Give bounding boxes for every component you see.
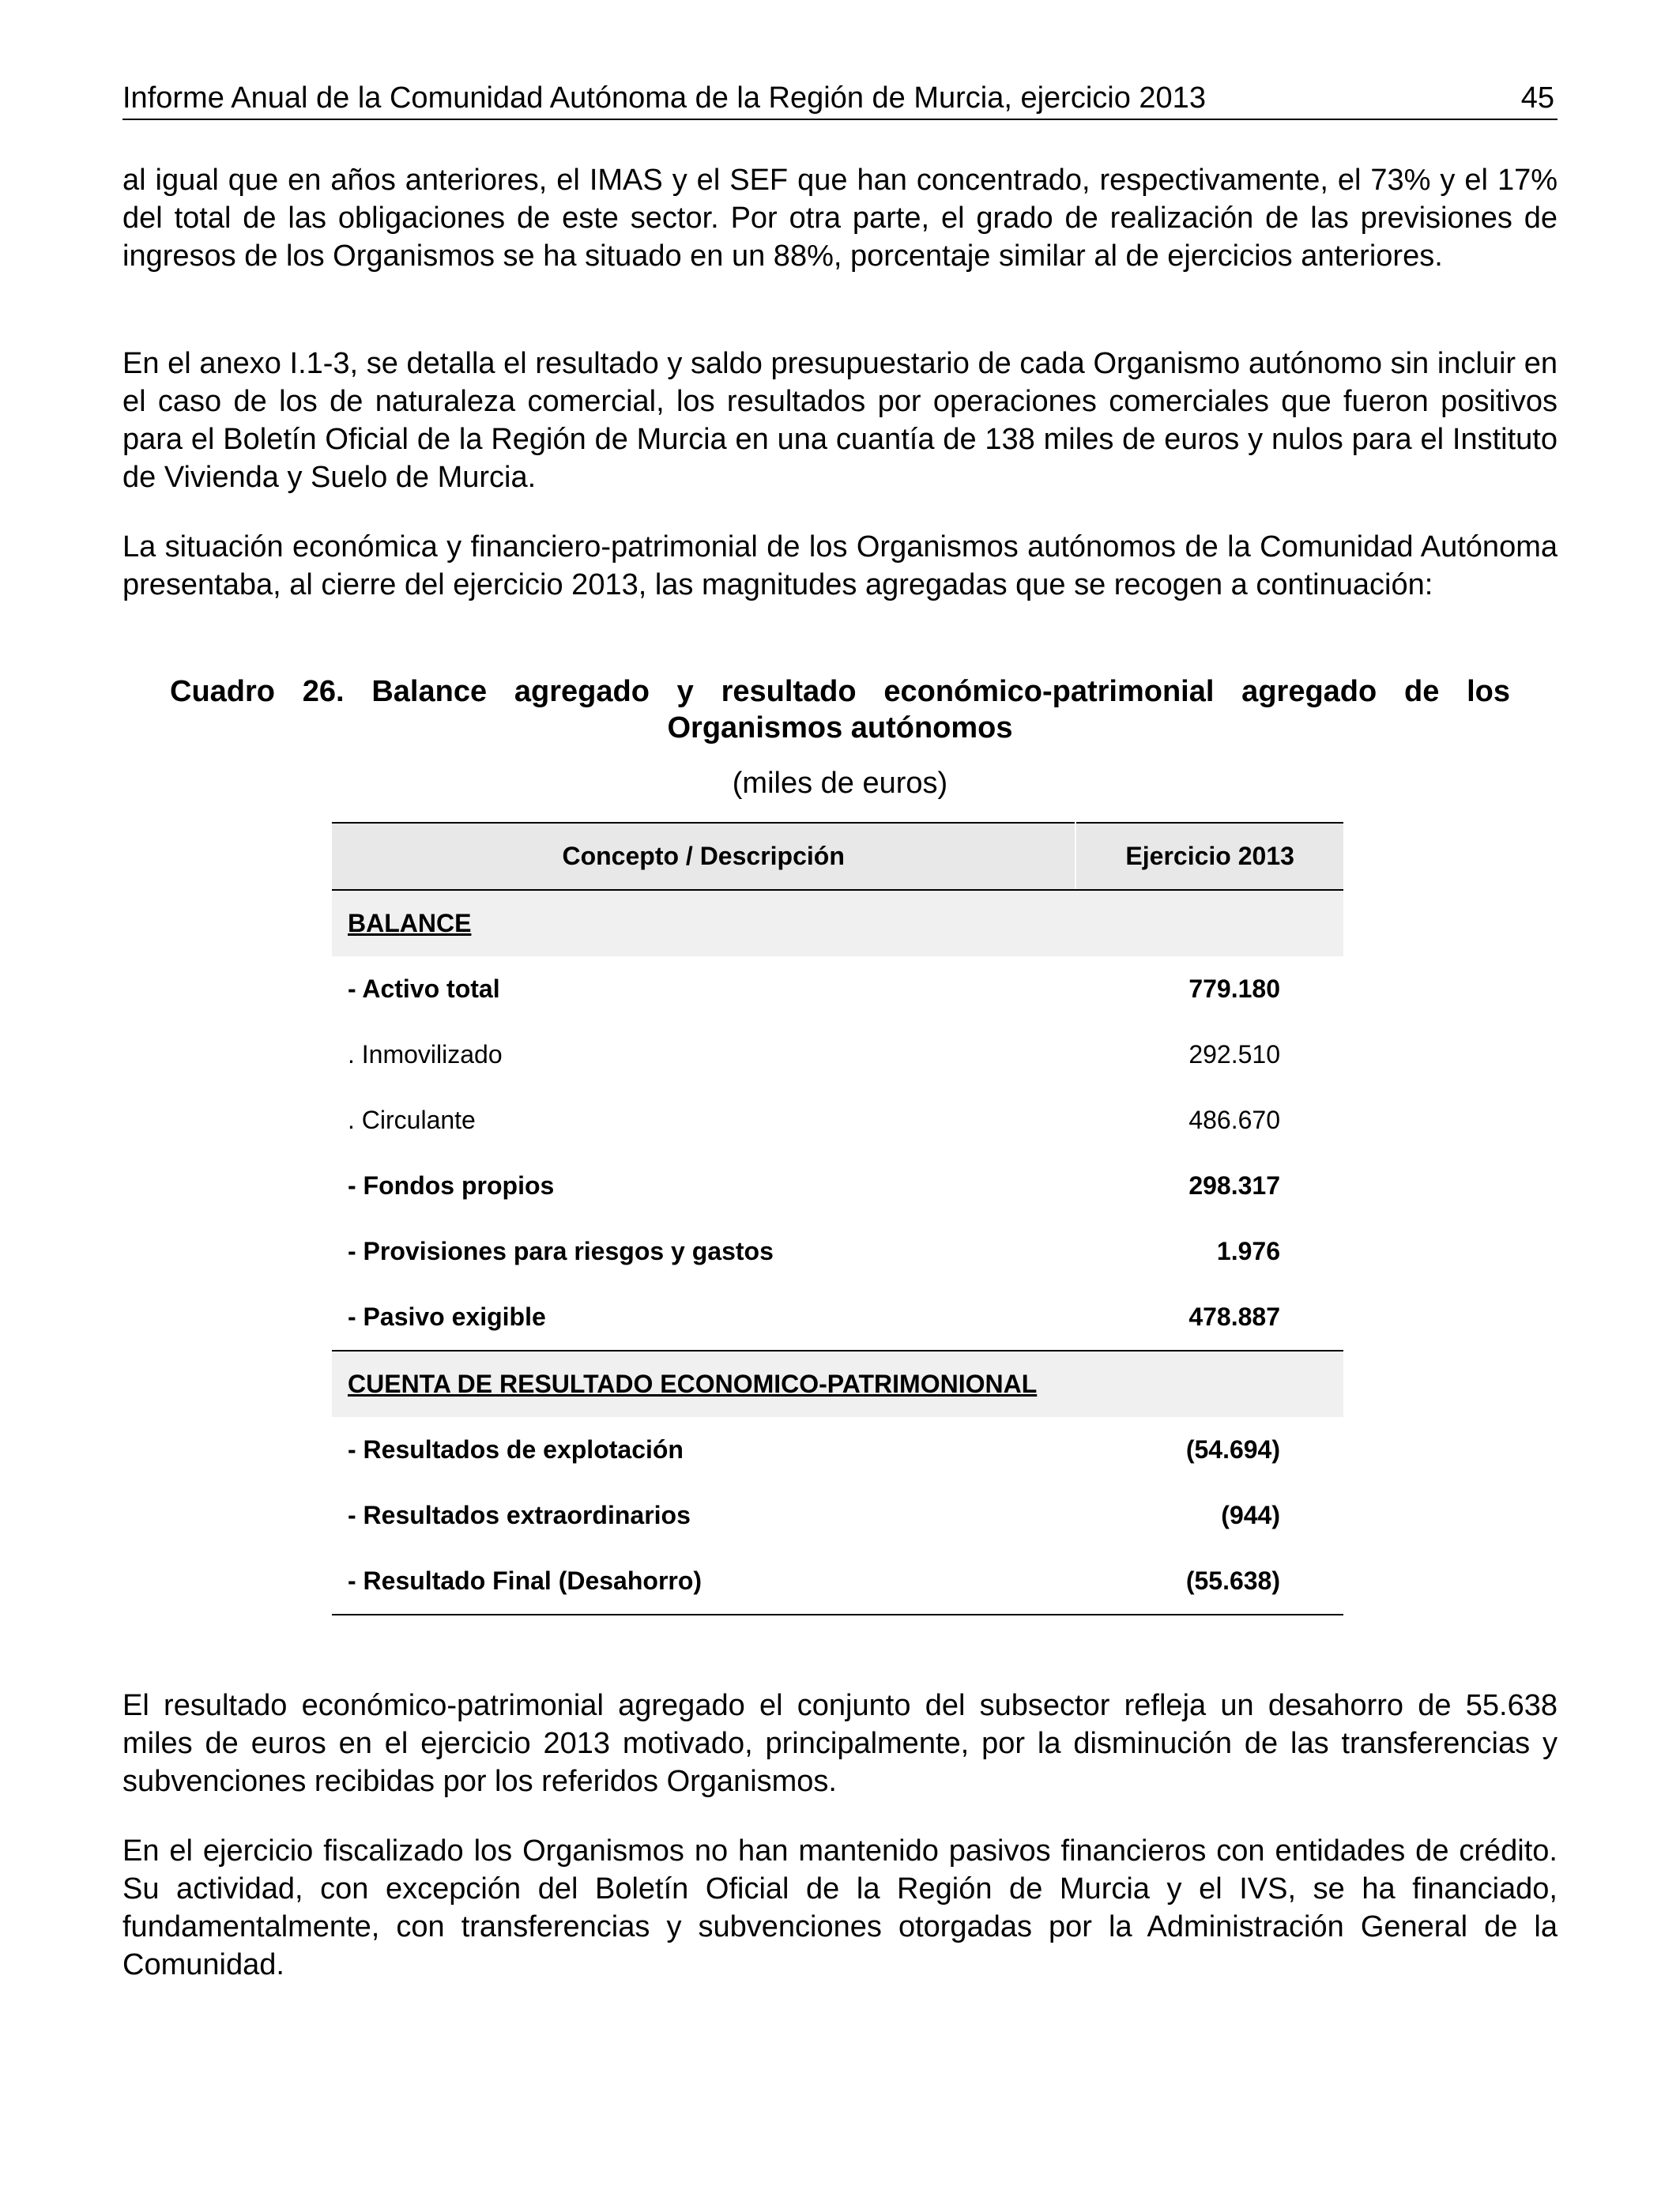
paragraph-3: La situación económica y financiero-patrimonial de los Organismos autónomos de la Comunidad Autónoma presentaba, al cierre del ejercicio 2013, las magnitudes agregadas que se recogen a continuación: <box>122 530 1558 601</box>
table-row <box>332 1088 1343 1153</box>
table-row <box>332 1548 1343 1615</box>
row-value: 779.180 <box>1188 974 1280 1003</box>
row-label: - Resultado Final (Desahorro) <box>332 1548 1075 1615</box>
table-row <box>332 1284 1343 1351</box>
header-title: Informe Anual de la Comunidad Autónoma de la Región de Murcia, ejercicio 2013 <box>122 81 1206 115</box>
row-value: 298.317 <box>1188 1171 1280 1200</box>
row-label: - Pasivo exigible <box>348 1302 546 1331</box>
row-value: (944) <box>1221 1501 1280 1529</box>
table-row <box>332 1483 1343 1548</box>
section-label: BALANCE <box>348 909 472 937</box>
table-units: (miles de euros) <box>732 767 948 800</box>
section-row-cuenta <box>332 1351 1343 1417</box>
row-label: - Resultados extraordinarios <box>348 1501 691 1529</box>
paragraph-2: En el anexo I.1-3, se detalla el resultado y saldo presupuestario de cada Organismo autónomo sin incluir en el caso de los de naturaleza comercial, los resultados por operaciones comerciales que fueron positivos para el Boletín Oficial de la Región de Murcia en una cuantía de 138 miles de euros y nulos para el Instituto de Vivienda y Suelo de Murcia. <box>122 347 1558 494</box>
row-value: (55.638) <box>1075 1548 1343 1615</box>
table-caption-line-1: Cuadro 26. Balance agregado y resultado económico-patrimonial agregado de los <box>170 675 1510 708</box>
row-value: 292.510 <box>1188 1040 1280 1069</box>
row-value: 478.887 <box>1188 1302 1280 1331</box>
table-row <box>332 1219 1343 1284</box>
column-header-concepto: Concepto / Descripción <box>332 823 1075 890</box>
balance-table <box>332 822 1343 1615</box>
row-value: 1.976 <box>1216 1237 1280 1265</box>
table-row <box>332 1417 1343 1483</box>
paragraph-1: al igual que en años anteriores, el IMAS y el SEF que han concentrado, respectivamente, el 73% y el 17% del total de las obligaciones de este sector. Por otra parte, el grado de realización de las previsiones de ingresos de los Organismos se ha situado en un 88%, porcentaje similar al de ejercicios anteriores. <box>122 164 1558 273</box>
section-label: CUENTA DE RESULTADO ECONOMICO-PATRIMONIONAL <box>332 1351 1343 1417</box>
paragraph-4: El resultado económico-patrimonial agregado el conjunto del subsector refleja un desahorro de 55.638 miles de euros en el ejercicio 2013 motivado, principalmente, por la disminución de las transferencias y subvenciones recibidas por los referidos Organismos. <box>122 1689 1558 1798</box>
page-number: 45 <box>1520 81 1554 115</box>
row-label: - Fondos propios <box>348 1171 555 1200</box>
table-caption <box>170 673 1510 746</box>
table-row <box>332 956 1343 1022</box>
row-label: - Resultados de explotación <box>348 1435 684 1464</box>
section-row-balance <box>332 890 1343 956</box>
paragraph-5: En el ejercicio fiscalizado los Organismos no han mantenido pasivos financieros con entidades de crédito. Su actividad, con excepción del Boletín Oficial de la Región de Murcia y el IVS, se ha financiado, fundamentalmente, con transferencias y subvenciones otorgadas por la Administración General de la Comunidad. <box>122 1834 1558 1981</box>
row-label: . Inmovilizado <box>348 1040 503 1069</box>
row-label: - Activo total <box>348 974 500 1003</box>
row-value: 486.670 <box>1188 1106 1280 1134</box>
row-label: - Provisiones para riesgos y gastos <box>348 1237 774 1265</box>
page-header <box>122 77 1558 120</box>
table-row <box>332 1022 1343 1088</box>
row-label: . Circulante <box>348 1106 476 1134</box>
column-header-ejercicio: Ejercicio 2013 <box>1075 823 1343 890</box>
table-row <box>332 1153 1343 1219</box>
table-header-row <box>332 823 1343 890</box>
row-value: (54.694) <box>1185 1435 1280 1464</box>
table-caption-line-2: Organismos autónomos <box>667 711 1013 745</box>
